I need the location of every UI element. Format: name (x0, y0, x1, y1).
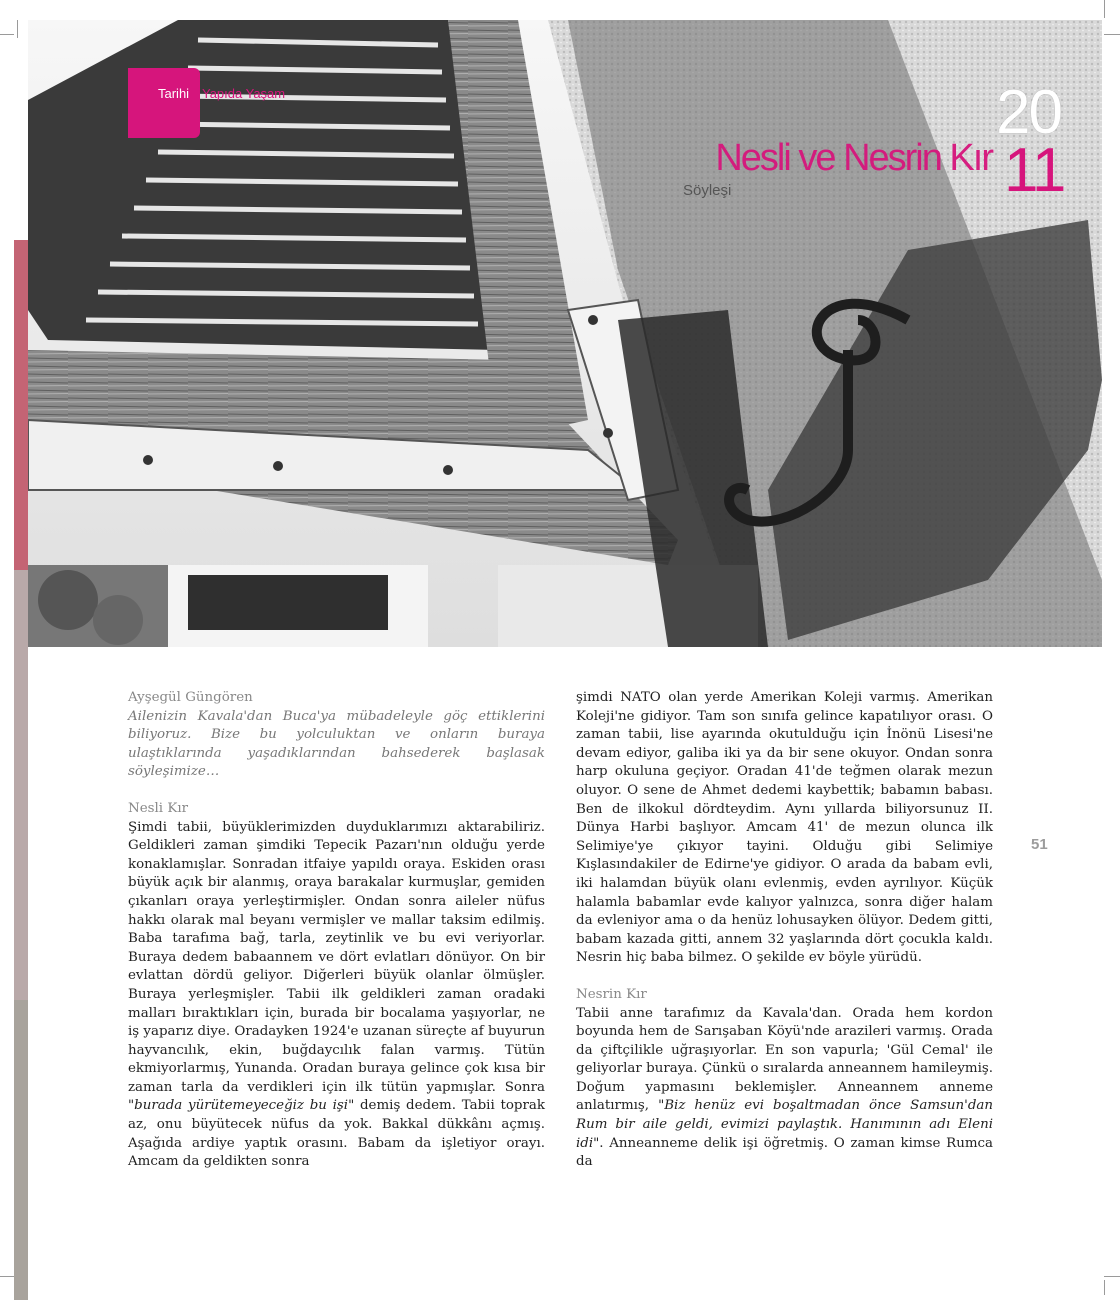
answer-continuation: şimdi NATO olan yerde Amerikan Koleji varmış. Amerikan Koleji'ne gidiyor. Tam son sınıfa gelince kapatılıyor orası. O zaman tabii, lise ayarında okutulduğu için İnönü Lisesi'ne devam ediyor, galiba iki ya da bir sene okuyor. Ondan sonra harp okuluna geçiyor. Oradan 41'de teğmen olarak mezun oluyor. O sene de Ahmet dedemi kaybettik; babamın babası. Ben de ilkokul dördteydim. Aynı yıllarda biliyorsunuz II. Dünya Harbi başlıyor. Amcam 41' de mezun olunca ilk Selimiye'ye çıkıyor tayini. Olduğu gibi Selimiye Kışlasındakiler de Edirne'ye gidiyor. O arada da babam evli, iki halamdan büyük olanı evlenmiş, evden ayrılıyor. Küçük halamla babamlar evde kalıyor yalnızca, sonra diğer halam da evleniyor ama o da henüz lohusayken ölüyor. Dedem gitti, babam kazada gitti, annem 32 yaşlarında dört çocukla kaldı. Nesrin hiç baba bilmez. O şekilde ev böyle yürüdü. (576, 690, 993, 966)
crop-mark-bottom-right (1104, 1276, 1120, 1277)
answer-text: demiş dedem. Tabii toprak az, onu büyütecek nüfus da yok. Bakkal dükkânı açmış. Aşağıda ardiye yaptık orasını. Babam da işletiyor orayı. Amcam da geldikten sonra (128, 1098, 545, 1170)
quoted-text: "Biz henüz evi boşaltmadan önce Samsun'dan Rum bir aile geldi, evimizi paylaştık. Hanımının adı Eleni idi" (576, 1098, 994, 1151)
section-primary: Tarihi (158, 86, 190, 101)
crop-mark-bottom-left (0, 1276, 14, 1277)
answer-paragraph-nesrin (576, 1005, 993, 1172)
interview-question: Ailenizin Kavala'dan Buca'ya mübadeleyle göç ettiklerini biliyoruz. Bize bu yolculuktan ve onların buraya ulaştıklarında yaşadıklarından bahsederek başlasak söyleşimize… (128, 708, 545, 780)
section-secondary: Yapıda Yaşam (202, 86, 286, 101)
crop-mark-top-left (0, 34, 14, 35)
crop-mark-top-right (1104, 34, 1120, 35)
right-column (576, 689, 993, 1172)
answer-text: Şimdi tabii, büyüklerimizden duyduklarımızı aktarabiliriz. Geldikleri zaman şimdiki Tepecik Pazarı'nın olduğu yerde konaklamışlar. Sonradan itfaiye yapıldı oraya. Eskiden orası büyük açık bir alanmış, oraya barakalar kurmuşlar, gemiden çıkanları oraya yerleştirmişler. Ondan sonra aileler nüfus hakkı olarak mal beyanı vermişler ve mallar taksim edilmiş. Baba tarafıma bağ, tarla, zeytinlik ve bu evi veriyorlar. Buraya dedem babaannem ve dört evlatları dönüyor. On bir evlattan dördü geliyor. Diğerleri büyük olanlar ölmüşler. Buraya yerleşmişler. Tabii ilk geldikleri zaman oradaki malları bıraktıkları için, burada bir bocalama yaşıyorlar, ne iş yaparız diye. Oradayken 1924'e uzanan süreçte af buyurun hayvancılık, ekin, buğdaycılık falan varmış. Tütün ekmiyorlarmış, Yunanda. Oradan buraya gelince çok kısa bir zaman tarla da verdikleri için ilk tütün yapmışlar. Sonra (128, 819, 545, 1095)
interviewer-name: Ayşegül Güngören (128, 690, 253, 705)
left-column (128, 689, 545, 1172)
year-bottom: 11 (1004, 136, 1065, 205)
year-top: 20 (996, 78, 1061, 147)
answer-text: . Anneanneme delik işi öğretmiş. O zaman kimse Rumca da (576, 1135, 993, 1170)
answer-text: Tabii anne tarafımız da Kavala'dan. Orada hem kordon boyunda hem de Sarışaban Köyü'nde arazileri varmış. Orada da çiftçilikle uğraşıyorlar. En son vapurla; 'Gül Cemal' ile geliyorlar buraya. Çünkü o sıralarda anneannem hamileymiş. Doğum yapmasını beklemişler. Anneannem anneme anlatırmış, (576, 1005, 993, 1114)
speaker-name-nesrin: Nesrin Kır (576, 986, 647, 1002)
crop-mark-left-vertical (17, 20, 18, 38)
article-title: Nesli ve Nesrin Kır (715, 137, 992, 179)
page-number: 51 (1031, 836, 1048, 853)
section-tab (128, 68, 200, 138)
speaker-name-nesli: Nesli Kır (128, 800, 189, 816)
spine-strip (14, 240, 28, 1300)
quoted-text: "burada yürütemeyeceğiz bu işi" (128, 1098, 355, 1114)
answer-paragraph-nesli (128, 819, 545, 1172)
crop-mark-bottom-right-vertical (1104, 1280, 1105, 1295)
article-subtitle: Söyleşi (683, 182, 732, 199)
section-label (128, 68, 285, 138)
crop-mark-right-vertical (1104, 0, 1105, 18)
title-block (640, 138, 992, 178)
